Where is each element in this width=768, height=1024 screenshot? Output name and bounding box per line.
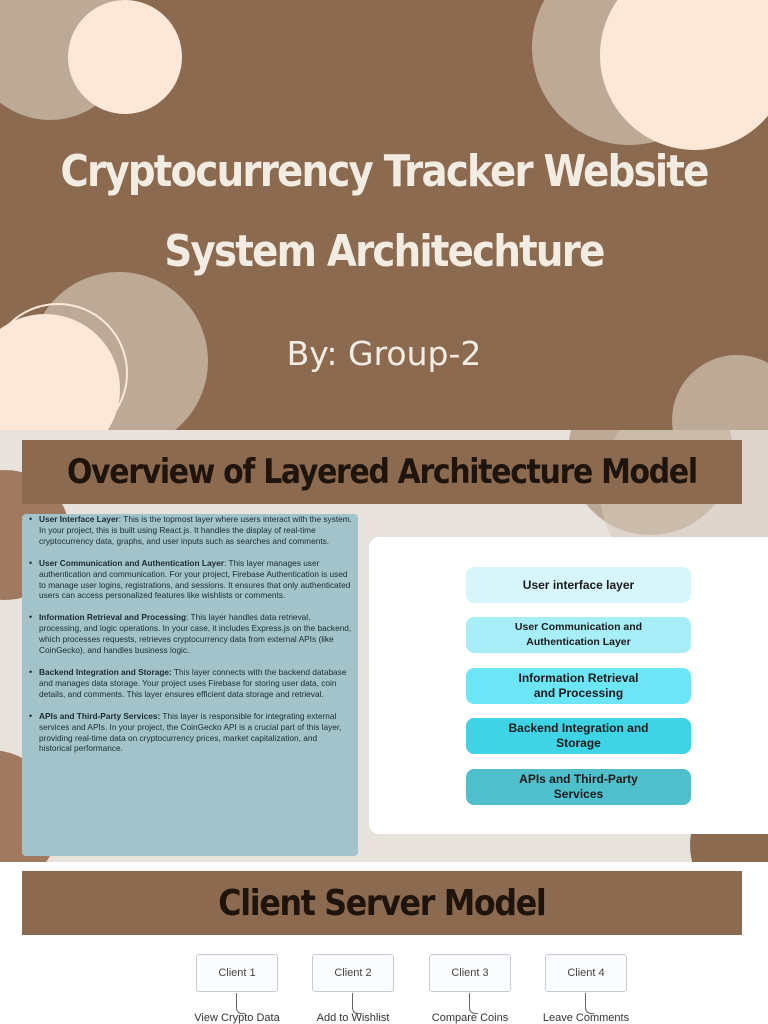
connector-line xyxy=(236,993,245,1014)
client-action-label: Leave Comments xyxy=(542,1012,630,1024)
layer-label: APIs and Third-Party xyxy=(519,772,638,786)
layer-label: Backend Integration and xyxy=(508,721,649,735)
layer-label: Authentication Layer xyxy=(526,636,631,648)
connector-line xyxy=(585,993,594,1014)
title-slide xyxy=(0,0,768,430)
description-term: User Communication and Authentication Layer xyxy=(39,557,225,568)
client-action-label: View Crypto Data xyxy=(194,1012,280,1024)
description-text: This layer is responsible for integrating external services and APIs. In your project, the CoinGecko API is a crucial part of this layer, providing real-time data on cryptocurrency prices, market capitalization, and historical performance. xyxy=(39,710,342,754)
description-item xyxy=(26,667,352,700)
title-line-2: System Architechture xyxy=(164,226,604,277)
client-label: Client 2 xyxy=(334,967,372,979)
description-separator: : xyxy=(118,514,122,524)
layer-descriptions-list xyxy=(26,514,352,754)
layer-box-apis-third-party xyxy=(466,769,691,805)
description-term: Backend Integration and Storage: xyxy=(39,666,172,677)
layer-label: User interface layer xyxy=(522,577,635,592)
description-text: This layer handles data retrieval, processing, and logic operations. In your case, it includes Express.js on the backend, which processes requests, retrieves cryptocurrency data from external APIs (like CoinGecko), and handles business logic. xyxy=(39,612,352,656)
layer-label: User Communication and xyxy=(514,621,643,633)
layer-box-user-interface xyxy=(466,567,691,603)
section-heading xyxy=(22,871,742,935)
client-action-label: Add to Wishlist xyxy=(316,1012,390,1024)
layer-box-backend-storage xyxy=(466,718,691,754)
description-item xyxy=(26,612,352,656)
section-heading-text: Overview of Layered Architecture Model xyxy=(67,452,697,492)
section-heading-text: Client Server Model xyxy=(218,882,546,924)
client-box-3 xyxy=(429,954,511,992)
description-text: This layer connects with the backend database and manages data storage. Your project uses Firebase for storing user data, coin details, and comments. This layer ensures efficient data storage and retrieval. xyxy=(39,666,347,699)
section-heading xyxy=(22,440,742,504)
description-item xyxy=(26,558,352,602)
description-text: This layer manages user authentication and communication. For your project, Firebase Authentication is used to manage user logins, registrations, and sessions. It ensures that only authenticated users can access personalized features like wishlists or comments. xyxy=(39,557,351,601)
layer-label: Information Retrieval xyxy=(518,671,639,685)
layered-architecture-slide xyxy=(0,430,768,862)
description-item xyxy=(26,514,352,547)
layer-box-communication-auth xyxy=(466,617,691,653)
description-separator: : xyxy=(186,612,189,623)
layer-descriptions-panel xyxy=(22,514,358,856)
title-line-1: Cryptocurrency Tracker Website xyxy=(60,146,708,197)
layer-label: Storage xyxy=(556,736,601,750)
description-item xyxy=(26,711,352,755)
description-term: Information Retrieval and Processing xyxy=(39,612,187,623)
connector-line xyxy=(469,993,478,1014)
client-box-1 xyxy=(196,954,278,992)
description-term: APIs and Third-Party Services: xyxy=(39,710,161,721)
client-server-slide xyxy=(0,862,768,1024)
client-label: Client 1 xyxy=(218,967,256,979)
layer-label: and Processing xyxy=(533,686,624,700)
client-label: Client 4 xyxy=(567,967,605,979)
description-term: User Interface Layer xyxy=(39,514,119,524)
decorative-circle xyxy=(68,0,182,114)
subtitle: By: Group-2 xyxy=(286,334,482,373)
layer-stack-card xyxy=(369,537,768,834)
client-action-label: Compare Coins xyxy=(431,1012,509,1024)
connector-line xyxy=(352,993,361,1014)
client-box-4 xyxy=(545,954,627,992)
description-text: This is the topmost layer where users interact with the system. In your project, this is built using React.js. It handles the display of real-time cryptocurrency data, graphs, and user inputs such as searches and comments. xyxy=(39,514,352,546)
client-box-2 xyxy=(312,954,394,992)
client-label: Client 3 xyxy=(451,967,489,979)
layer-label: Services xyxy=(553,787,604,801)
description-separator: : xyxy=(224,557,227,568)
layer-box-information-retrieval xyxy=(466,668,691,704)
